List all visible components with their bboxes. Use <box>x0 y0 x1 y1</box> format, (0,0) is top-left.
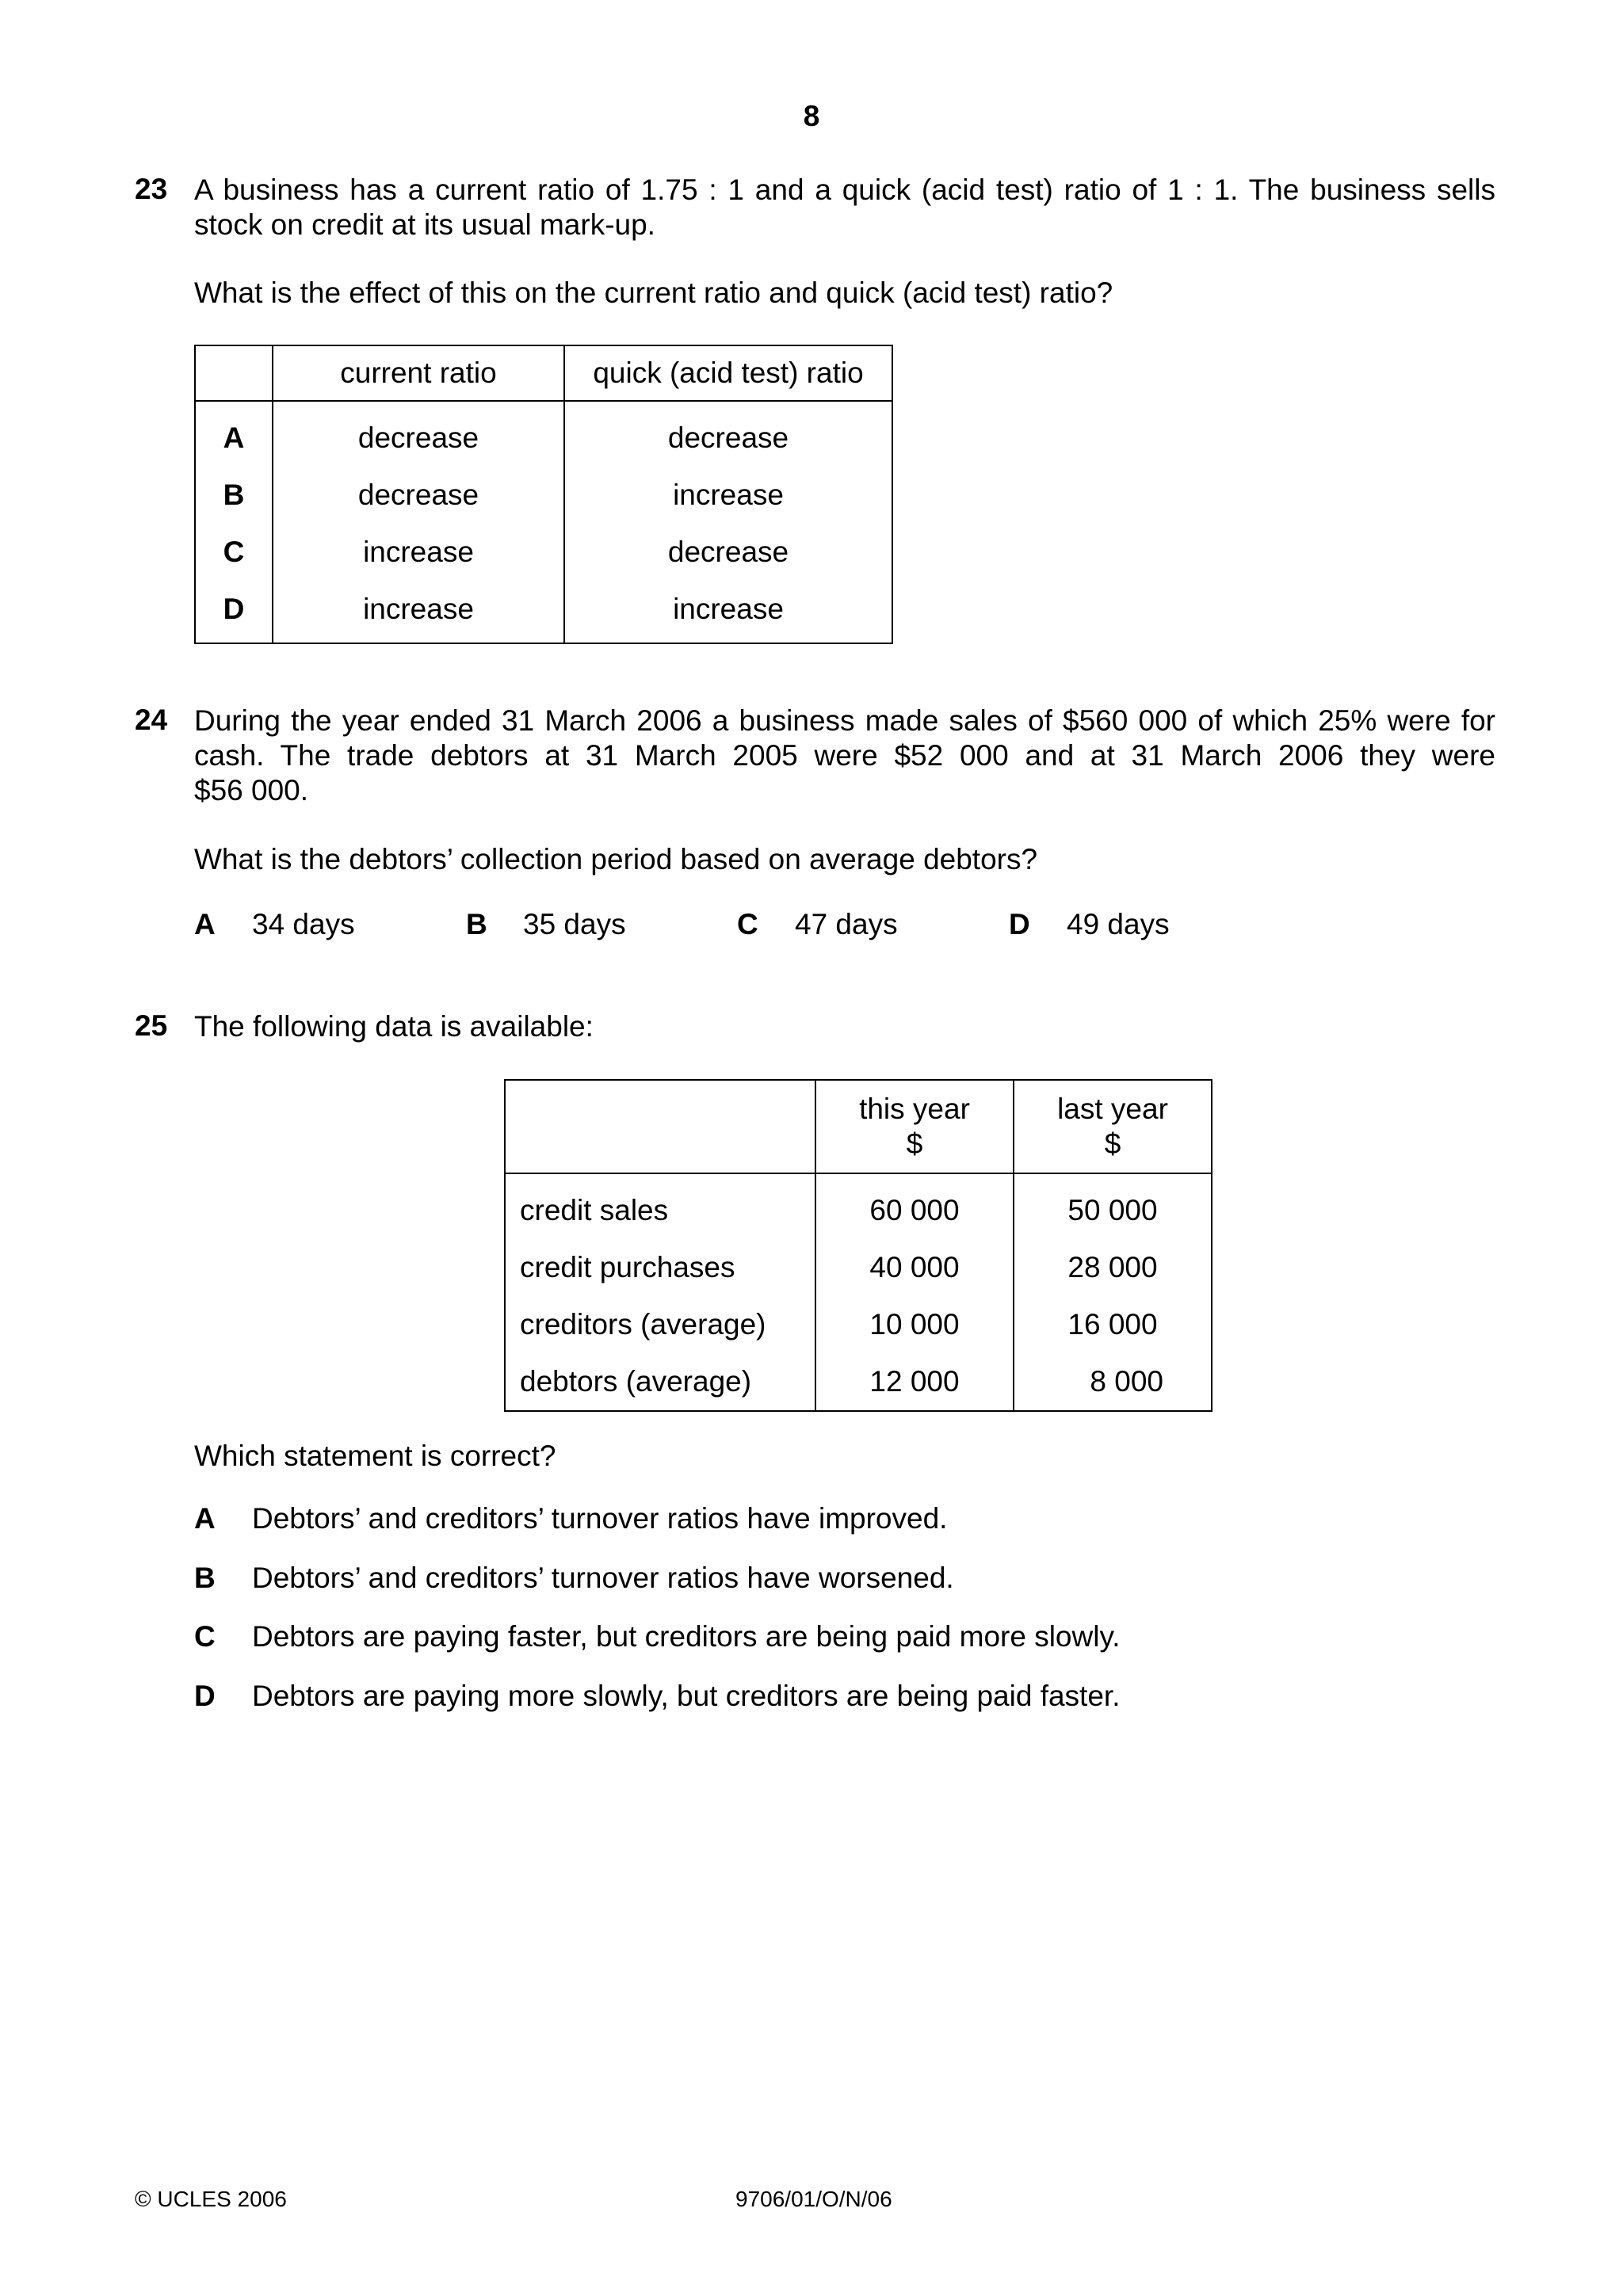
option-letter: A <box>195 401 273 467</box>
table-cell: increase <box>564 467 892 524</box>
table-header-cell: current ratio <box>273 345 564 401</box>
table-cell: 60 000 <box>815 1173 1014 1239</box>
table-row <box>195 467 892 524</box>
table-cell: decrease <box>564 401 892 467</box>
question-number-23: 23 <box>135 173 168 205</box>
option-d-text: Debtors are paying more slowly, but creditors are being paid faster. <box>252 1680 1121 1712</box>
header-line1: this year <box>859 1093 970 1125</box>
table-row <box>195 524 892 581</box>
table-cell: 12 000 <box>815 1353 1014 1411</box>
footer-paper-code: 9706/01/O/N/06 <box>735 2187 892 2211</box>
table-row <box>505 1239 1212 1296</box>
option-letter-b: B <box>466 908 487 940</box>
option-c-text: Debtors are paying faster, but creditors are being paid more slowly. <box>252 1620 1121 1653</box>
header-line1: last year <box>1057 1093 1168 1125</box>
table-header-cell <box>1014 1080 1212 1173</box>
table-row <box>195 401 892 467</box>
q24-text-line3: $56 000. <box>194 774 309 807</box>
q25-table <box>504 1079 1212 1412</box>
table-row-label: credit sales <box>505 1173 815 1239</box>
table-cell: 28 000 <box>1014 1239 1212 1296</box>
q25-text: The following data is available: <box>194 1010 594 1043</box>
header-line2: $ <box>906 1127 923 1160</box>
option-letter-d: D <box>194 1680 216 1712</box>
table-header-cell <box>815 1080 1014 1173</box>
option-a-text: Debtors’ and creditors’ turnover ratios have improved. <box>252 1502 948 1535</box>
option-letter-c: C <box>737 908 758 940</box>
table-header-row <box>505 1080 1212 1173</box>
option-letter-a: A <box>194 908 216 940</box>
table-header-cell <box>195 345 273 401</box>
question-number-25: 25 <box>135 1009 168 1042</box>
option-letter-a: A <box>194 1502 216 1535</box>
table-cell: 50 000 <box>1014 1173 1212 1239</box>
option-letter: D <box>195 581 273 643</box>
question-number-24: 24 <box>135 704 168 736</box>
option-letter: C <box>195 524 273 581</box>
option-b-text: 35 days <box>523 908 626 940</box>
footer-copyright: © UCLES 2006 <box>135 2187 287 2211</box>
table-cell: 10 000 <box>815 1296 1014 1353</box>
q23-text-line2: stock on credit at its usual mark-up. <box>194 208 655 241</box>
table-cell: increase <box>273 581 564 643</box>
q24-question: What is the debtors’ collection period based on average debtors? <box>194 843 1038 875</box>
table-cell: increase <box>273 524 564 581</box>
option-b-text: Debtors’ and creditors’ turnover ratios have worsened. <box>252 1562 954 1594</box>
option-letter-b: B <box>194 1562 216 1594</box>
table-cell: 40 000 <box>815 1239 1014 1296</box>
table-row-label: creditors (average) <box>505 1296 815 1353</box>
table-row <box>505 1353 1212 1411</box>
q23-text-line1: A business has a current ratio of 1.75 : 1 and a quick (acid test) ratio of 1 : 1. The business sells <box>194 174 1495 206</box>
table-cell: increase <box>564 581 892 643</box>
option-letter: B <box>195 467 273 524</box>
page-number: 8 <box>803 100 820 132</box>
table-header-row <box>195 345 892 401</box>
table-header-cell: quick (acid test) ratio <box>564 345 892 401</box>
table-cell: 8 000 <box>1014 1353 1212 1411</box>
option-c-text: 47 days <box>795 908 898 940</box>
header-line2: $ <box>1104 1127 1121 1160</box>
q24-text-line2: cash. The trade debtors at 31 March 2005 were $52 000 and at 31 March 2006 they were <box>194 739 1495 772</box>
table-cell: decrease <box>273 401 564 467</box>
table-header-cell <box>505 1080 815 1173</box>
q25-question: Which statement is correct? <box>194 1440 556 1472</box>
table-cell: decrease <box>564 524 892 581</box>
q23-table <box>194 345 893 644</box>
table-row <box>505 1173 1212 1239</box>
option-a-text: 34 days <box>252 908 355 940</box>
q24-text-line1: During the year ended 31 March 2006 a business made sales of $560 000 of which 25% were for <box>194 704 1495 737</box>
option-letter-c: C <box>194 1620 216 1653</box>
table-cell: decrease <box>273 467 564 524</box>
table-row-label: debtors (average) <box>505 1353 815 1411</box>
option-d-text: 49 days <box>1067 908 1170 940</box>
table-row <box>195 581 892 643</box>
table-row <box>505 1296 1212 1353</box>
option-letter-d: D <box>1009 908 1030 940</box>
q23-question: What is the effect of this on the current ratio and quick (acid test) ratio? <box>194 277 1113 309</box>
table-cell: 16 000 <box>1014 1296 1212 1353</box>
table-row-label: credit purchases <box>505 1239 815 1296</box>
